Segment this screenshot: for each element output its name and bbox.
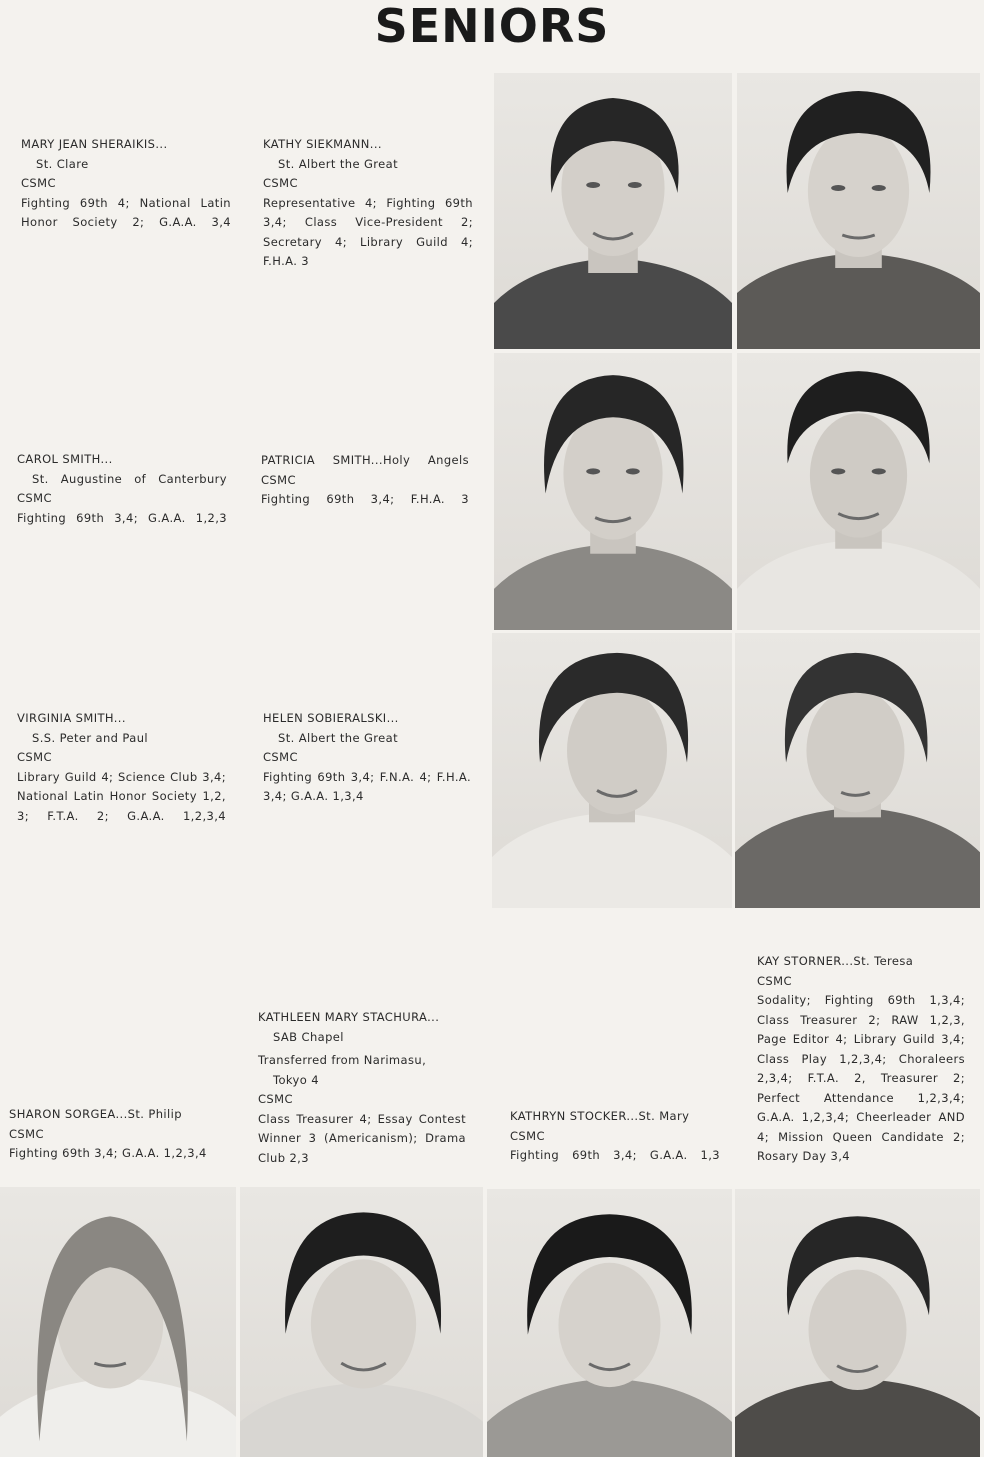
- entry-activities: 3,4; Class Vice-President 2;: [263, 215, 473, 229]
- entry-siekmann: [263, 135, 473, 272]
- portrait-carol-smith: [494, 353, 732, 630]
- entry-name: CAROL SMITH...: [17, 452, 113, 466]
- portrait-sheraikis: [494, 73, 732, 349]
- entry-activities: Club 2,3: [258, 1150, 309, 1165]
- entry-school: CSMC: [9, 1126, 44, 1141]
- entry-name: PATRICIA SMITH...Holy Angels: [261, 453, 469, 467]
- entry-stocker: [510, 1107, 720, 1166]
- entry-activities: Library Guild 4; Science Club 3,4;: [17, 769, 226, 784]
- entry-note: Transferred from Narimasu,: [258, 1053, 427, 1067]
- entry-activities: Fighting 69th 4; National Latin: [21, 195, 231, 210]
- entry-school: CSMC: [263, 750, 298, 764]
- entry-activities: Class Treasurer 2; RAW 1,2,3,: [757, 1012, 965, 1027]
- entry-school: CSMC: [17, 750, 52, 764]
- entry-school: CSMC: [261, 472, 296, 487]
- entry-name: KATHRYN STOCKER...St. Mary: [510, 1109, 690, 1123]
- entry-parish: SAB Chapel: [273, 1029, 344, 1044]
- entry-parish: St. Albert the Great: [278, 730, 398, 745]
- entry-carol-smith: [17, 450, 227, 528]
- entry-activities: Class Play 1,2,3,4; Choraleers: [757, 1051, 965, 1066]
- entry-sobieralski: [263, 709, 471, 807]
- entry-name: VIRGINIA SMITH...: [17, 711, 126, 725]
- entry-activities: Representative 4; Fighting 69th: [263, 195, 473, 210]
- entry-activities: G.A.A. 1,2,3,4; Cheerleader AND: [757, 1110, 965, 1124]
- entry-virginia-smith: [17, 709, 226, 826]
- entry-school: CSMC: [757, 973, 792, 988]
- portrait-storner: [735, 1189, 980, 1457]
- entry-activities: Honor Society 2; G.A.A. 3,4: [21, 215, 231, 229]
- entry-parish: St. Albert the Great: [278, 156, 398, 171]
- entry-activities: National Latin Honor Society 1,2,: [17, 789, 226, 803]
- entry-activities: Perfect Attendance 1,2,3,4;: [757, 1090, 965, 1105]
- portrait-sobieralski: [735, 633, 980, 908]
- portrait-patricia-smith: [737, 353, 980, 630]
- entry-school: CSMC: [21, 176, 56, 190]
- entry-activities: Fighting 69th 3,4; G.A.A. 1,2,3,4: [9, 1146, 207, 1160]
- entry-patricia-smith: [261, 451, 469, 510]
- entry-activities: Fighting 69th 3,4; G.A.A. 1,2,3: [17, 510, 227, 525]
- entry-activities: Class Treasurer 4; Essay Contest: [258, 1111, 466, 1126]
- portrait-stachura: [240, 1187, 483, 1457]
- entry-name: MARY JEAN SHERAIKIS...: [21, 137, 168, 151]
- page-title: SENIORS: [374, 0, 610, 53]
- entry-activities: Fighting 69th 3,4; F.H.A. 3: [261, 492, 469, 506]
- entry-sheraikis: [21, 135, 231, 233]
- entry-school: CSMC: [258, 1092, 293, 1106]
- entry-activities: 3,4; G.A.A. 1,3,4: [263, 789, 364, 803]
- entry-school: CSMC: [510, 1128, 545, 1143]
- portrait-stocker: [487, 1189, 732, 1457]
- entry-activities: Fighting 69th 3,4; G.A.A. 1,3: [510, 1148, 720, 1162]
- entry-stachura: [258, 1008, 466, 1168]
- entry-note: Tokyo 4: [273, 1072, 319, 1087]
- entry-school: CSMC: [17, 491, 52, 505]
- entry-name: KAY STORNER...St. Teresa: [757, 954, 914, 968]
- entry-name: KATHY SIEKMANN...: [263, 137, 382, 151]
- entry-activities: 3; F.T.A. 2; G.A.A. 1,2,3,4: [17, 808, 226, 823]
- entry-activities: Page Editor 4; Library Guild 3,4;: [757, 1032, 965, 1046]
- portrait-sorgea: [0, 1187, 236, 1457]
- entry-activities: Fighting 69th 3,4; F.N.A. 4; F.H.A.: [263, 769, 471, 784]
- entry-activities: Rosary Day 3,4: [757, 1149, 850, 1163]
- entry-activities: 2,3,4; F.T.A. 2, Treasurer 2;: [757, 1071, 965, 1085]
- entry-school: CSMC: [263, 176, 298, 190]
- entry-activities: Sodality; Fighting 69th 1,3,4;: [757, 993, 965, 1007]
- entry-parish: St. Clare: [36, 156, 89, 171]
- entry-activities: 4; Mission Queen Candidate 2;: [757, 1129, 965, 1144]
- portrait-virginia-smith: [492, 633, 732, 908]
- entry-activities: Winner 3 (Americanism); Drama: [258, 1131, 466, 1145]
- entry-activities: Secretary 4; Library Guild 4;: [263, 234, 473, 249]
- portrait-siekmann: [737, 73, 980, 349]
- entry-parish: S.S. Peter and Paul: [32, 730, 148, 745]
- entry-name: HELEN SOBIERALSKI...: [263, 711, 399, 725]
- entry-parish: St. Augustine of Canterbury: [32, 471, 227, 486]
- entry-storner: [757, 952, 965, 1167]
- entry-activities: F.H.A. 3: [263, 254, 310, 268]
- entry-name: KATHLEEN MARY STACHURA...: [258, 1010, 440, 1024]
- entry-sorgea: [9, 1105, 217, 1164]
- entry-name: SHARON SORGEA...St. Philip: [9, 1107, 182, 1121]
